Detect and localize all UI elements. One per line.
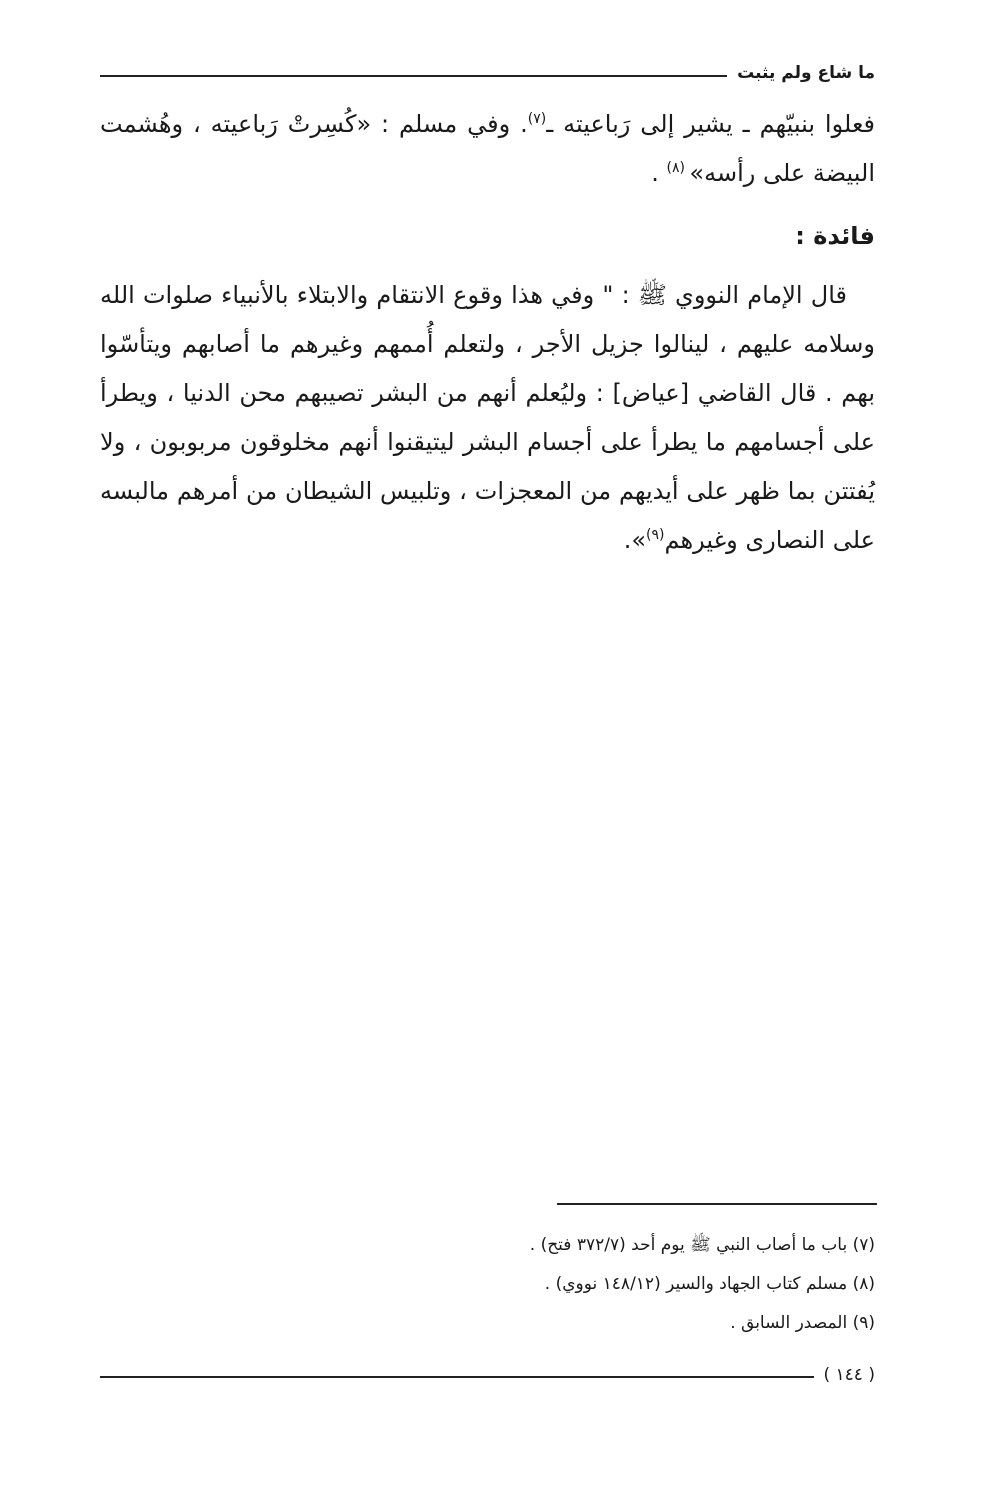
running-title: ما شاع ولم يثبت	[737, 63, 875, 83]
section-heading: فائدة :	[795, 222, 875, 250]
header-rule	[100, 75, 727, 77]
paragraph-2	[100, 271, 875, 565]
footnote-ref-9: (٩)	[646, 527, 665, 543]
paragraph-2-text-b: ».	[623, 526, 647, 554]
paragraph-1-text-b: . وفي مسلم : «كُسِرتْ رَباعيته ، وهُشمت البيضة على رأسه»	[100, 110, 875, 187]
paragraph-1-text-c: .	[651, 159, 667, 187]
page-number: ( ١٤٤ )	[823, 1365, 875, 1385]
page-footer	[100, 1360, 875, 1390]
footnote-ref-7: (٧)	[527, 111, 547, 127]
running-header	[100, 58, 875, 88]
paragraph-1-text-a: فعلوا بنبيّهم ـ يشير إلى رَباعيته ـ	[546, 110, 875, 138]
footnotes	[100, 1226, 875, 1343]
footer-rule	[100, 1376, 814, 1378]
paragraph-1	[100, 100, 875, 198]
footnote-8: (٨) مسلم كتاب الجهاد والسير (١٤٨/١٢ نووي) .	[544, 1274, 875, 1294]
footnote-7: (٧) باب ما أصاب النبي ﷺ يوم أحد (٣٧٢/٧ فتح) .	[529, 1235, 875, 1255]
paragraph-2-text-a: قال الإمام النووي ﷺ : " وفي هذا وقوع الانتقام والابتلاء بالأنبياء صلوات الله وسلامه عليهم ، لينالوا جزيل الأجر ، ولتعلم أُممهم وغيرهم ما أصابهم ويتأسّوا بهم . قال القاضي [عياض] : وليُعلم أنهم من البشر تصيبهم محن الدنيا ، ويطرأ على أجسامهم ما يطرأ على أجسام البشر ليتيقنوا أنهم مخلوقون مربوبون ، ولا يُفتتن بما ظهر على أيديهم من المعجزات ، وتلبيس الشيطان من أمرهم مالبسه على النصارى وغيرهم	[100, 281, 875, 554]
footnote-9: (٩) المصدر السابق .	[730, 1313, 875, 1333]
body-text	[100, 100, 875, 565]
footnote-ref-8: (٨)	[666, 160, 690, 176]
footnote-separator	[557, 1203, 877, 1205]
